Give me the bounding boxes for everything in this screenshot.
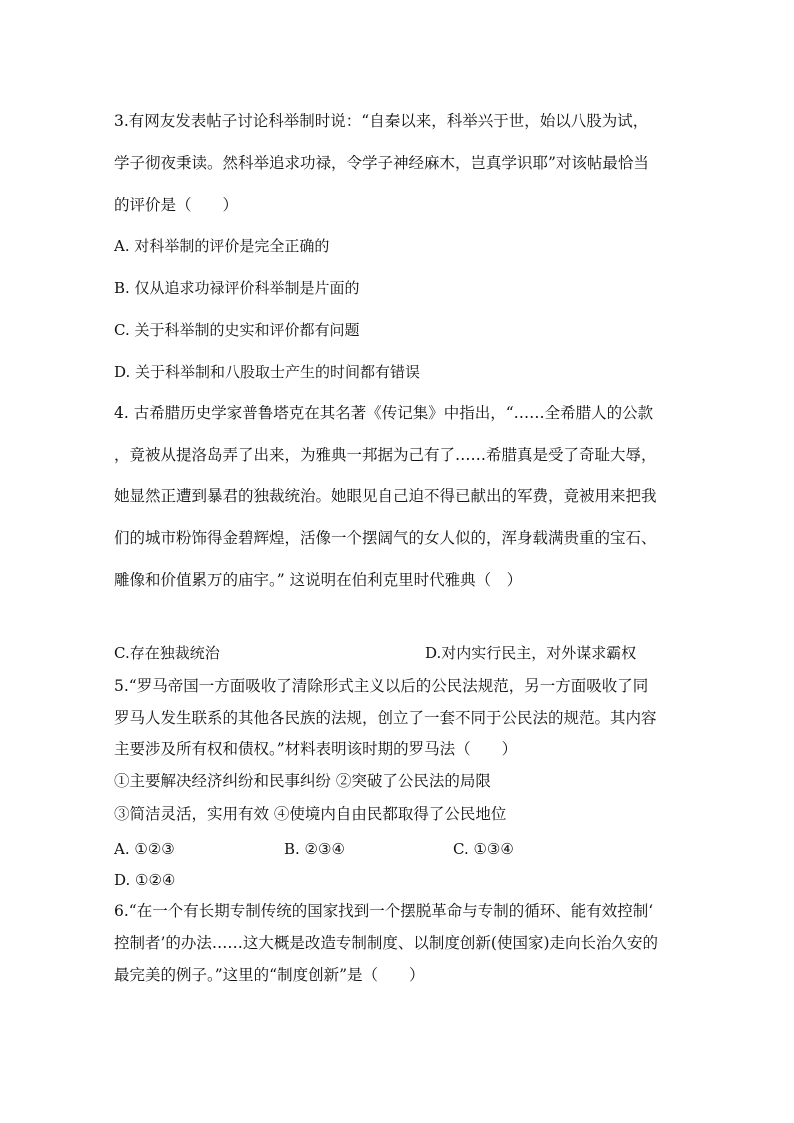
- q4-stem-line-5: 雕像和价值累万的庙宇。” 这说明在伯利克里时代雅典（ ）: [114, 571, 523, 589]
- q5-option-b: B. ②③④: [284, 840, 345, 858]
- q3-stem-line-1: 3.有网友发表帖子讨论科举制时说：“自秦以来，科举兴于世，始以八股为试，: [114, 112, 649, 130]
- q6-stem-line-1: 6.“在一个有长期专制传统的国家找到一个摆脱革命与专制的循环、能有效控制‘: [114, 902, 654, 920]
- q4-stem-line-1: 4. 古希腊历史学家普鲁塔克在其名著《传记集》中指出，“……全希腊人的公款: [114, 404, 654, 422]
- q5-statements-line-1: ①主要解决经济纠纷和民事纠纷 ②突破了公民法的局限: [114, 772, 491, 790]
- q3-option-b: B. 仅从追求功禄评价科举制是片面的: [114, 279, 360, 297]
- q5-stem-line-2: 罗马人发生联系的其他各民族的法规，创立了一套不同于公民法的规范。其内容: [114, 709, 657, 727]
- q5-option-d: D. ①②④: [114, 871, 176, 889]
- q3-stem-line-2: 学子彻夜秉读。然科举追求功禄，令学子神经麻木，岂真学识耶”对该帖最恰当: [114, 154, 649, 172]
- q3-option-a: A. 对科举制的评价是完全正确的: [114, 237, 330, 255]
- q4-stem-line-2: ，竟被从提洛岛弄了出来，为雅典一邦据为己有了……希腊真是受了奇耻大辱，: [114, 446, 657, 464]
- q5-option-a: A. ①②③: [114, 840, 175, 858]
- q5-option-c: C. ①③④: [453, 840, 514, 858]
- q3-option-c: C. 关于科举制的史实和评价都有问题: [114, 321, 360, 339]
- q5-stem-line-3: 主要涉及所有权和债权。”材料表明该时期的罗马法（ ）: [114, 740, 518, 758]
- q4-option-c: C.存在独裁统治: [114, 644, 220, 662]
- q6-stem-line-3: 最完美的例子。”这里的“制度创新”是（ ）: [114, 966, 425, 984]
- q3-stem-line-3: 的评价是（ ）: [114, 196, 239, 214]
- q4-stem-line-3: 她显然正遭到暴君的独裁统治。她眼见自己迫不得已献出的军费，竟被用来把我: [114, 487, 657, 505]
- q6-stem-line-2: 控制者’的办法……这大概是改造专制制度、以制度创新(使国家)走向长治久安的: [114, 934, 659, 952]
- q5-statements-line-2: ③简洁灵活，实用有效 ④使境内自由民都取得了公民地位: [114, 805, 507, 823]
- q3-option-d: D. 关于科举制和八股取士产生的时间都有错误: [114, 363, 421, 381]
- q5-stem-line-1: 5.“罗马帝国一方面吸收了清除形式主义以后的公民法规范，另一方面吸收了同: [114, 677, 649, 695]
- q4-option-d: D.对内实行民主，对外谋求霸权: [425, 644, 637, 662]
- q4-stem-line-4: 们的城市粉饰得金碧辉煌，活像一个摆阔气的女人似的，浑身载满贵重的宝石、: [114, 529, 657, 547]
